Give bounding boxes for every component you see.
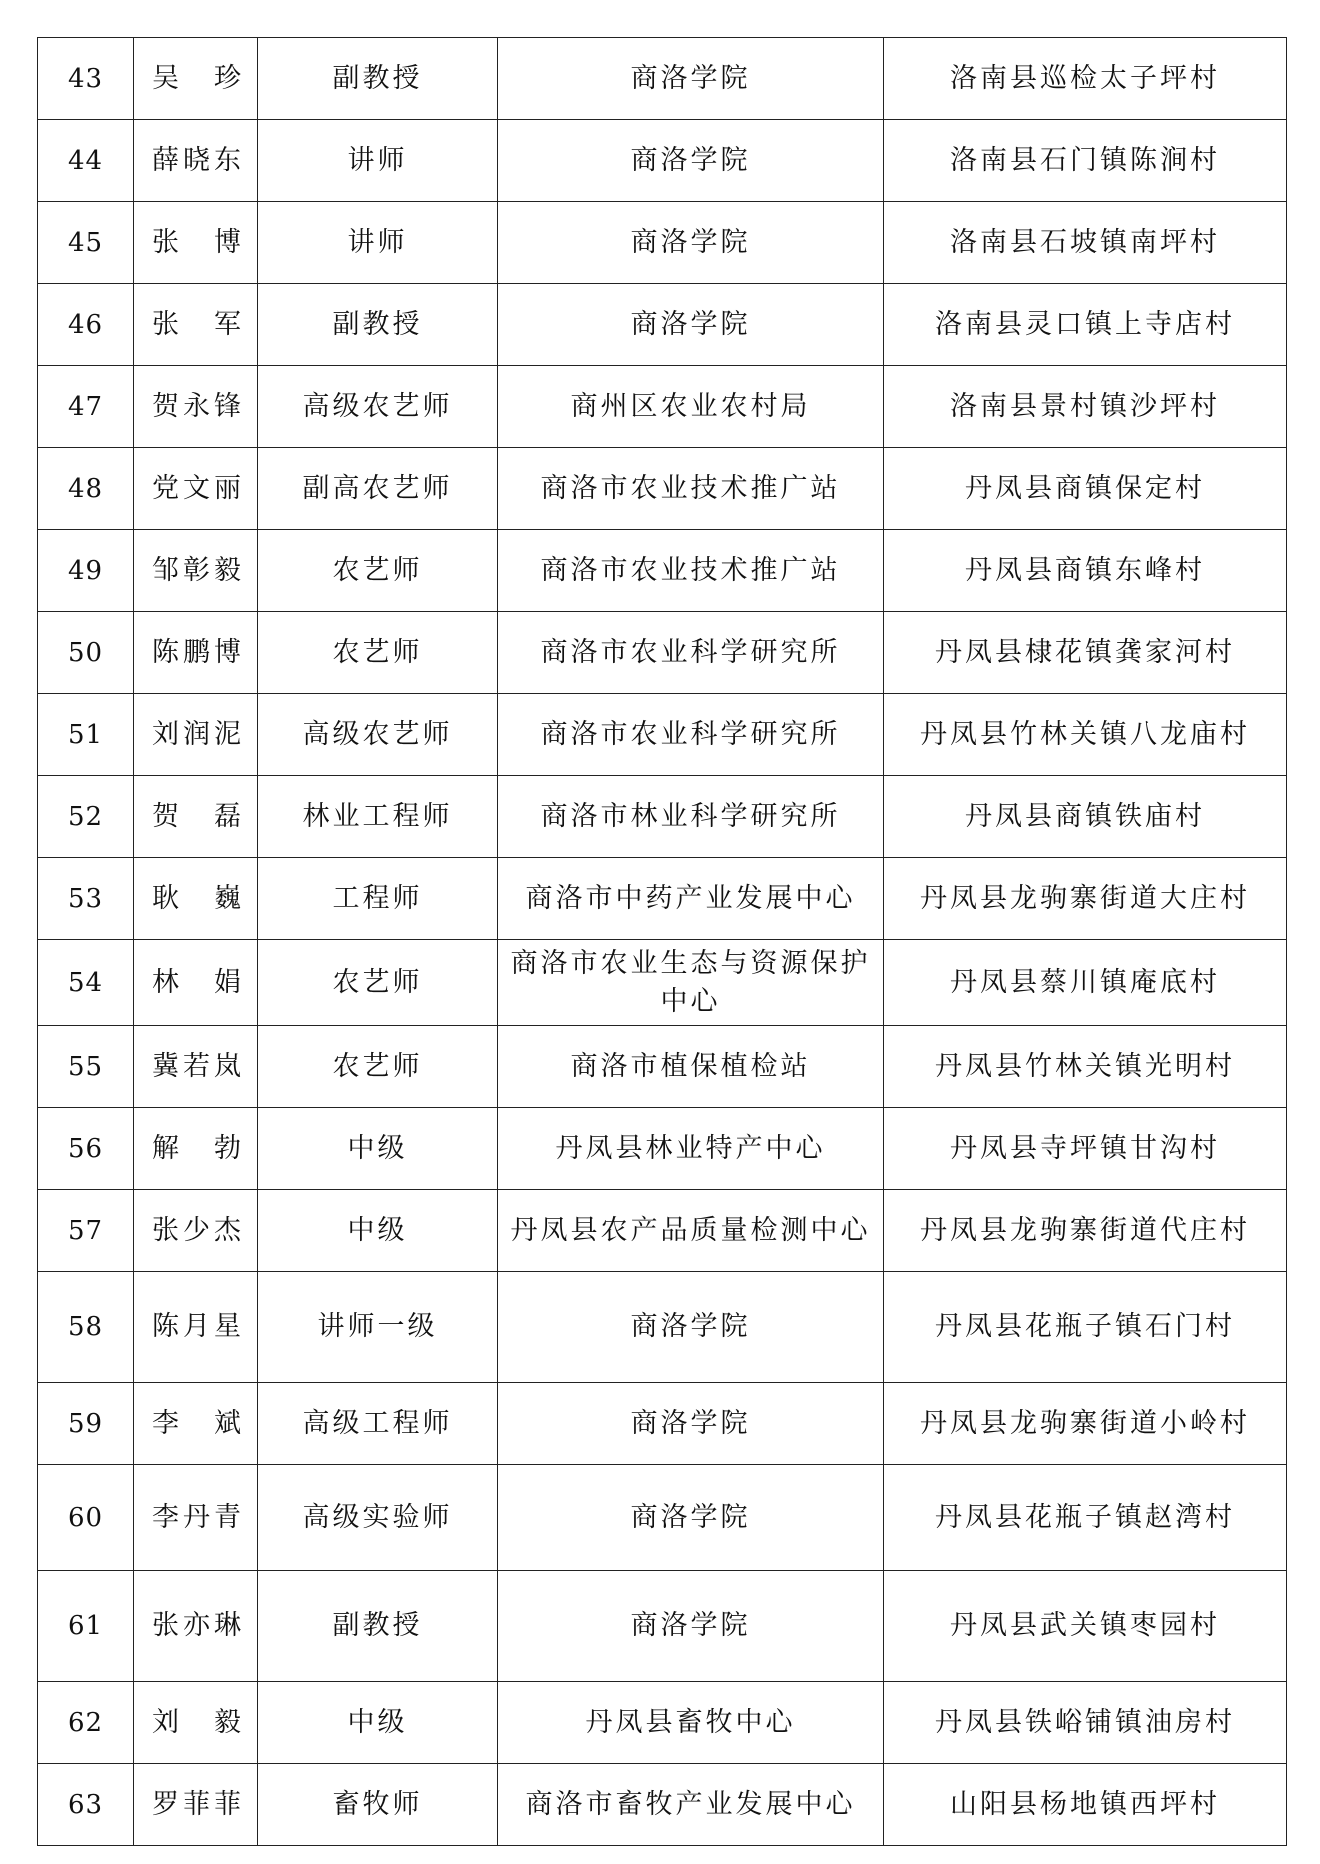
job-title-cell: 高级工程师 — [258, 1383, 498, 1465]
person-name-cell: 解 勃 — [134, 1108, 258, 1190]
person-name-cell: 冀若岚 — [134, 1026, 258, 1108]
work-unit-cell: 商洛学院 — [498, 1272, 884, 1383]
assigned-village-cell: 丹凤县商镇保定村 — [884, 448, 1287, 530]
row-number-cell: 55 — [38, 1026, 134, 1108]
table-body — [38, 38, 1287, 1846]
job-title-cell: 畜牧师 — [258, 1764, 498, 1846]
row-number-cell: 57 — [38, 1190, 134, 1272]
job-title-cell: 农艺师 — [258, 1026, 498, 1108]
work-unit-cell: 丹凤县林业特产中心 — [498, 1108, 884, 1190]
assigned-village-cell: 丹凤县蔡川镇庵底村 — [884, 940, 1287, 1026]
row-number-cell: 51 — [38, 694, 134, 776]
person-name-cell: 吴 珍 — [134, 38, 258, 120]
person-name-cell: 贺永锋 — [134, 366, 258, 448]
row-number-cell: 46 — [38, 284, 134, 366]
assigned-village-cell: 洛南县景村镇沙坪村 — [884, 366, 1287, 448]
job-title-cell: 林业工程师 — [258, 776, 498, 858]
table-row — [38, 1682, 1287, 1764]
row-number-cell: 49 — [38, 530, 134, 612]
table-row — [38, 1026, 1287, 1108]
table-row — [38, 1383, 1287, 1465]
job-title-cell: 讲师一级 — [258, 1272, 498, 1383]
work-unit-cell: 丹凤县农产品质量检测中心 — [498, 1190, 884, 1272]
person-name-cell: 刘润泥 — [134, 694, 258, 776]
assigned-village-cell: 丹凤县铁峪铺镇油房村 — [884, 1682, 1287, 1764]
work-unit-cell: 商洛市农业科学研究所 — [498, 694, 884, 776]
row-number-cell: 60 — [38, 1465, 134, 1571]
row-number-cell: 59 — [38, 1383, 134, 1465]
person-name-cell: 贺 磊 — [134, 776, 258, 858]
job-title-cell: 农艺师 — [258, 940, 498, 1026]
assigned-village-cell: 山阳县杨地镇西坪村 — [884, 1764, 1287, 1846]
person-name-cell: 耿 巍 — [134, 858, 258, 940]
table-row — [38, 1465, 1287, 1571]
personnel-table — [37, 37, 1287, 1846]
row-number-cell: 63 — [38, 1764, 134, 1846]
work-unit-cell: 商洛市农业科学研究所 — [498, 612, 884, 694]
person-name-cell: 张少杰 — [134, 1190, 258, 1272]
assigned-village-cell: 丹凤县花瓶子镇赵湾村 — [884, 1465, 1287, 1571]
assigned-village-cell: 洛南县石门镇陈涧村 — [884, 120, 1287, 202]
row-number-cell: 50 — [38, 612, 134, 694]
person-name-cell: 陈月星 — [134, 1272, 258, 1383]
assigned-village-cell: 洛南县灵口镇上寺店村 — [884, 284, 1287, 366]
assigned-village-cell: 丹凤县商镇东峰村 — [884, 530, 1287, 612]
person-name-cell: 薛晓东 — [134, 120, 258, 202]
assigned-village-cell: 丹凤县竹林关镇光明村 — [884, 1026, 1287, 1108]
job-title-cell: 高级农艺师 — [258, 694, 498, 776]
row-number-cell: 45 — [38, 202, 134, 284]
person-name-cell: 罗菲菲 — [134, 1764, 258, 1846]
row-number-cell: 48 — [38, 448, 134, 530]
table-row — [38, 1108, 1287, 1190]
table-row — [38, 1190, 1287, 1272]
row-number-cell: 43 — [38, 38, 134, 120]
assigned-village-cell: 丹凤县棣花镇龚家河村 — [884, 612, 1287, 694]
row-number-cell: 54 — [38, 940, 134, 1026]
job-title-cell: 讲师 — [258, 120, 498, 202]
person-name-cell: 张 军 — [134, 284, 258, 366]
job-title-cell: 副高农艺师 — [258, 448, 498, 530]
person-name-cell: 党文丽 — [134, 448, 258, 530]
assigned-village-cell: 丹凤县武关镇枣园村 — [884, 1571, 1287, 1682]
assigned-village-cell: 丹凤县寺坪镇甘沟村 — [884, 1108, 1287, 1190]
work-unit-cell: 丹凤县畜牧中心 — [498, 1682, 884, 1764]
work-unit-cell: 商洛市农业技术推广站 — [498, 448, 884, 530]
job-title-cell: 中级 — [258, 1108, 498, 1190]
work-unit-cell: 商洛学院 — [498, 1383, 884, 1465]
table-row — [38, 1272, 1287, 1383]
assigned-village-cell: 丹凤县商镇铁庙村 — [884, 776, 1287, 858]
row-number-cell: 53 — [38, 858, 134, 940]
person-name-cell: 陈鹏博 — [134, 612, 258, 694]
person-name-cell: 刘 毅 — [134, 1682, 258, 1764]
table-row — [38, 612, 1287, 694]
job-title-cell: 副教授 — [258, 1571, 498, 1682]
work-unit-cell: 商洛市林业科学研究所 — [498, 776, 884, 858]
job-title-cell: 中级 — [258, 1682, 498, 1764]
table-row — [38, 120, 1287, 202]
row-number-cell: 56 — [38, 1108, 134, 1190]
table-row — [38, 284, 1287, 366]
assigned-village-cell: 丹凤县龙驹寨街道小岭村 — [884, 1383, 1287, 1465]
table-row — [38, 38, 1287, 120]
job-title-cell: 中级 — [258, 1190, 498, 1272]
table-row — [38, 1764, 1287, 1846]
work-unit-cell: 商洛学院 — [498, 284, 884, 366]
work-unit-cell: 商洛市中药产业发展中心 — [498, 858, 884, 940]
person-name-cell: 张亦琳 — [134, 1571, 258, 1682]
row-number-cell: 62 — [38, 1682, 134, 1764]
work-unit-cell: 商洛学院 — [498, 1571, 884, 1682]
row-number-cell: 44 — [38, 120, 134, 202]
person-name-cell: 林 娟 — [134, 940, 258, 1026]
table-row — [38, 530, 1287, 612]
job-title-cell: 讲师 — [258, 202, 498, 284]
assigned-village-cell: 丹凤县龙驹寨街道代庄村 — [884, 1190, 1287, 1272]
assigned-village-cell: 丹凤县竹林关镇八龙庙村 — [884, 694, 1287, 776]
work-unit-cell: 商洛市植保植检站 — [498, 1026, 884, 1108]
table-row — [38, 694, 1287, 776]
row-number-cell: 58 — [38, 1272, 134, 1383]
assigned-village-cell: 洛南县巡检太子坪村 — [884, 38, 1287, 120]
job-title-cell: 副教授 — [258, 38, 498, 120]
table-row — [38, 448, 1287, 530]
table-row — [38, 202, 1287, 284]
person-name-cell: 李 斌 — [134, 1383, 258, 1465]
work-unit-cell: 商洛学院 — [498, 120, 884, 202]
table-row — [38, 366, 1287, 448]
assigned-village-cell: 洛南县石坡镇南坪村 — [884, 202, 1287, 284]
job-title-cell: 农艺师 — [258, 612, 498, 694]
work-unit-cell: 商洛学院 — [498, 202, 884, 284]
work-unit-cell: 商洛学院 — [498, 1465, 884, 1571]
job-title-cell: 农艺师 — [258, 530, 498, 612]
job-title-cell: 高级农艺师 — [258, 366, 498, 448]
table-row — [38, 776, 1287, 858]
table-row — [38, 940, 1287, 1026]
job-title-cell: 副教授 — [258, 284, 498, 366]
row-number-cell: 52 — [38, 776, 134, 858]
assigned-village-cell: 丹凤县龙驹寨街道大庄村 — [884, 858, 1287, 940]
person-name-cell: 张 博 — [134, 202, 258, 284]
work-unit-cell: 商洛市农业生态与资源保护中心 — [498, 940, 884, 1026]
person-name-cell: 李丹青 — [134, 1465, 258, 1571]
job-title-cell: 高级实验师 — [258, 1465, 498, 1571]
work-unit-cell: 商洛市畜牧产业发展中心 — [498, 1764, 884, 1846]
job-title-cell: 工程师 — [258, 858, 498, 940]
work-unit-cell: 商州区农业农村局 — [498, 366, 884, 448]
table-row — [38, 858, 1287, 940]
work-unit-cell: 商洛市农业技术推广站 — [498, 530, 884, 612]
table-row — [38, 1571, 1287, 1682]
person-name-cell: 邹彰毅 — [134, 530, 258, 612]
assigned-village-cell: 丹凤县花瓶子镇石门村 — [884, 1272, 1287, 1383]
row-number-cell: 47 — [38, 366, 134, 448]
work-unit-cell: 商洛学院 — [498, 38, 884, 120]
row-number-cell: 61 — [38, 1571, 134, 1682]
